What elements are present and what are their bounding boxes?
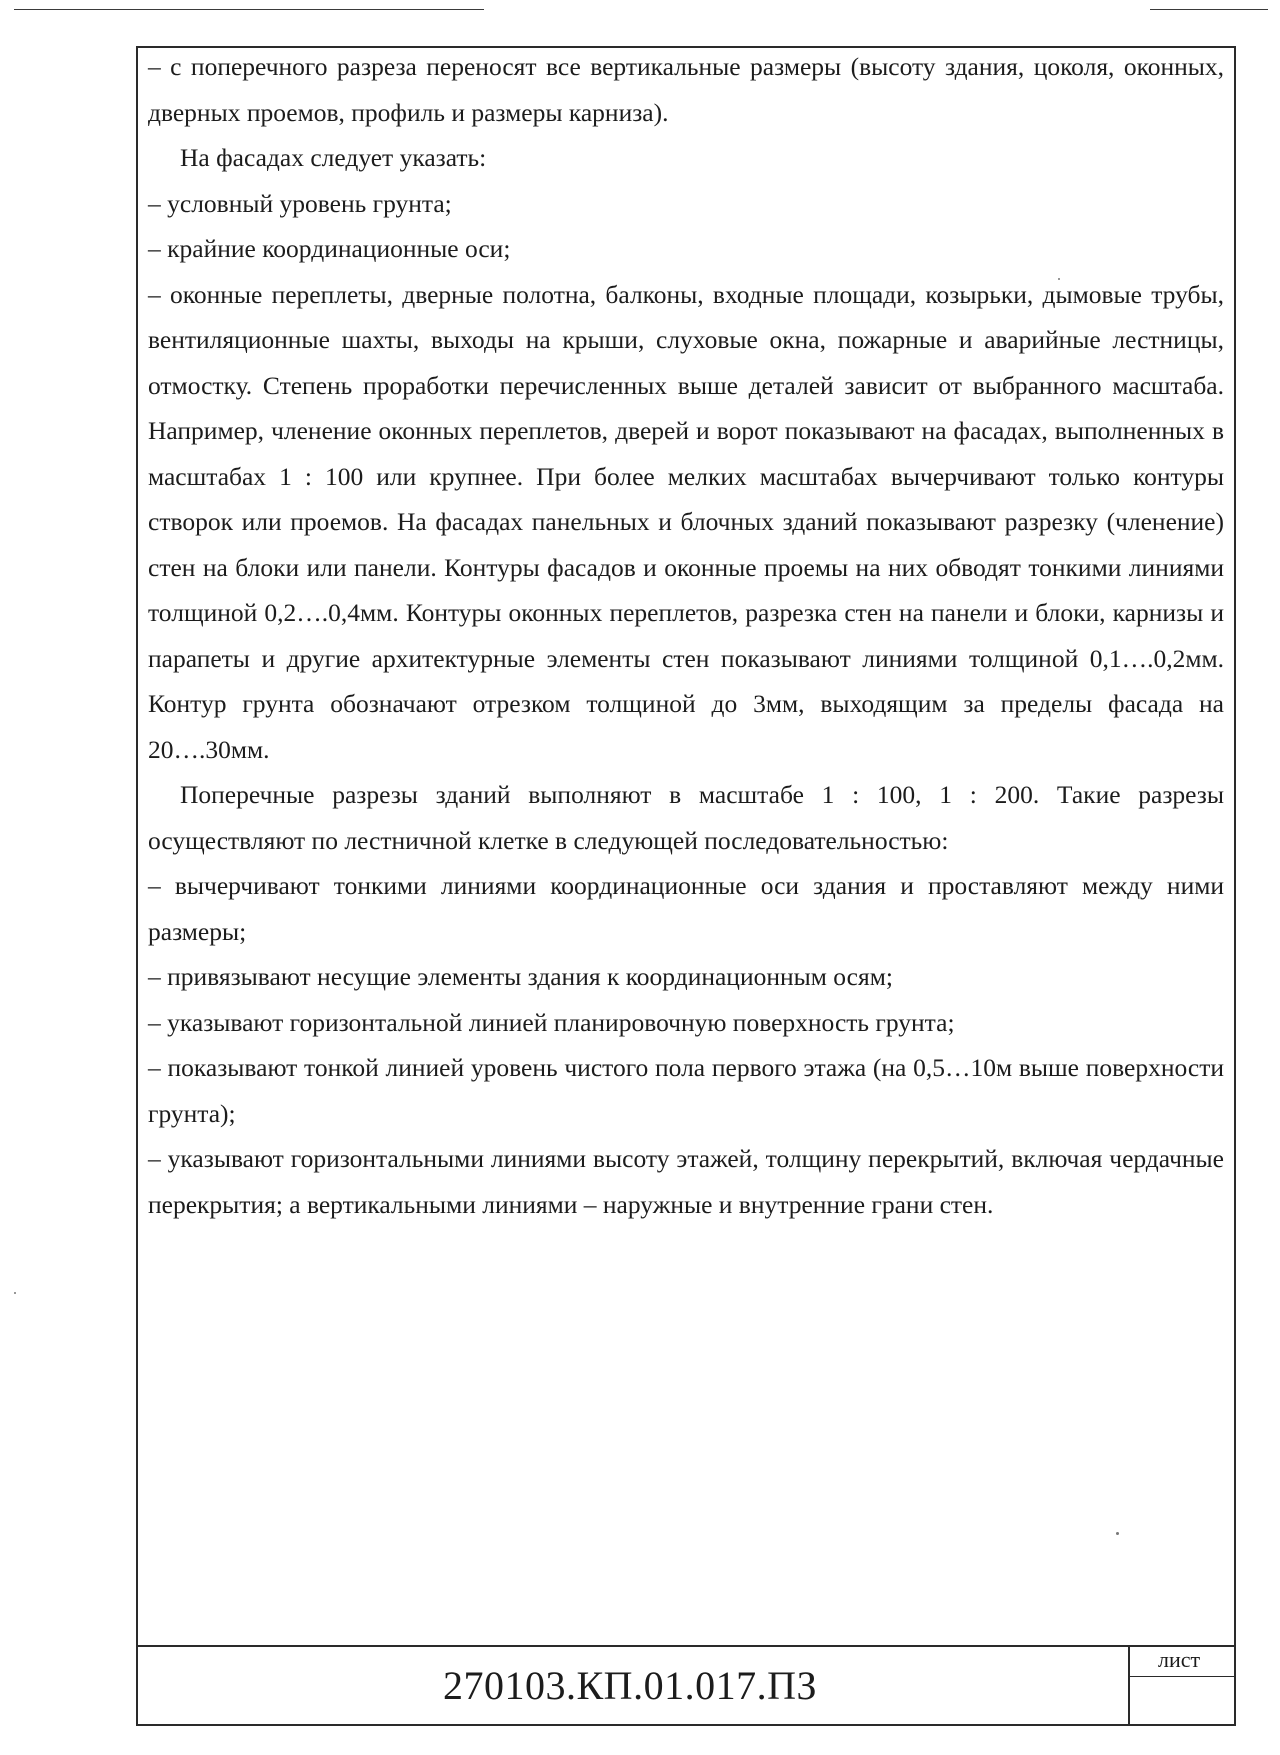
sheet-number-cell <box>1128 1645 1236 1726</box>
scan-speck <box>14 1292 16 1294</box>
list-item-floor-heights: – указывают горизонтальными линиями высоту этажей, толщину перекрытий, включая чердачные перекрытия; а вертикальными линиями – наружные и внутренние грани стен. <box>148 1144 1224 1219</box>
list-item-ground-level: – условный уровень грунта; <box>148 188 452 218</box>
list-item-coordination-axes: – крайние координационные оси; <box>148 234 511 263</box>
list-item-grade-surface: – указывают горизонтальной линией планировочную поверхность грунта; <box>148 1007 955 1037</box>
top-edge-rule-right <box>1150 9 1268 10</box>
scan-speck <box>1116 1532 1119 1535</box>
document-code: 270103.КП.01.017.ПЗ <box>443 1663 817 1708</box>
sheet-label: лист <box>1158 1647 1201 1672</box>
list-item-floor-level: – показывают тонкой линией уровень чистого пола первого этажа (на 0,5…10м выше поверхности грунта); <box>148 1053 1224 1128</box>
paragraph-cross-sections: Поперечные разрезы зданий выполняют в масштабе 1 : 100, 1 : 200. Такие разрезы осуществляют по лестничной клетке в следующей последовательностью: <box>148 780 1224 855</box>
scan-speck <box>1058 278 1060 280</box>
paragraph-facade-heading: На фасадах следует указать: <box>180 143 487 172</box>
top-edge-rule-left <box>14 9 484 10</box>
list-item-facade-details: – оконные переплеты, дверные полотна, балконы, входные площади, козырьки, дымовые трубы, вентиляционные шахты, выходы на крыши, слуховые окна, пожарные и аварийные лестницы, отмостку. Степень проработки перечисленных выше деталей зависит от выбранного масштаба. Например, членение оконных переплетов, дверей и ворот показывают на фасадах, выполненных в масштабах 1 : 100 или крупнее. При более мелких масштабах вычерчивают только контуры створок или проемов. На фасадах панельных и блочных зданий показывают разрезку (членение) стен на блоки или панели. Контуры фасадов и оконные проемы на них обводят тонкими линиями толщиной 0,2….0,4мм. Контуры оконных переплетов, разрезка стен на панели и блоки, карнизы и парапеты и другие архитектурные элементы стен показывают линиями толщиной 0,1….0,2мм. Контур грунта обозначают отрезком толщиной до 3мм, выходящим за пределы фасада на 20….30мм. <box>148 279 1224 764</box>
list-item-bind-elements: – привязывают несущие элементы здания к координационным осям; <box>148 962 893 991</box>
paragraph-vertical-dimensions: – с поперечного разреза переносят все вертикальные размеры (высоту здания, цоколя, оконных, дверных проемов, профиль и размеры карниза). <box>148 52 1224 127</box>
list-item-draw-axes: – вычерчивают тонкими линиями координационные оси здания и проставляют между ними размеры; <box>148 871 1224 946</box>
sheet-cell-divider <box>1130 1676 1236 1677</box>
title-block-divider <box>136 1645 1236 1647</box>
explanatory-note-text <box>148 44 1224 1227</box>
